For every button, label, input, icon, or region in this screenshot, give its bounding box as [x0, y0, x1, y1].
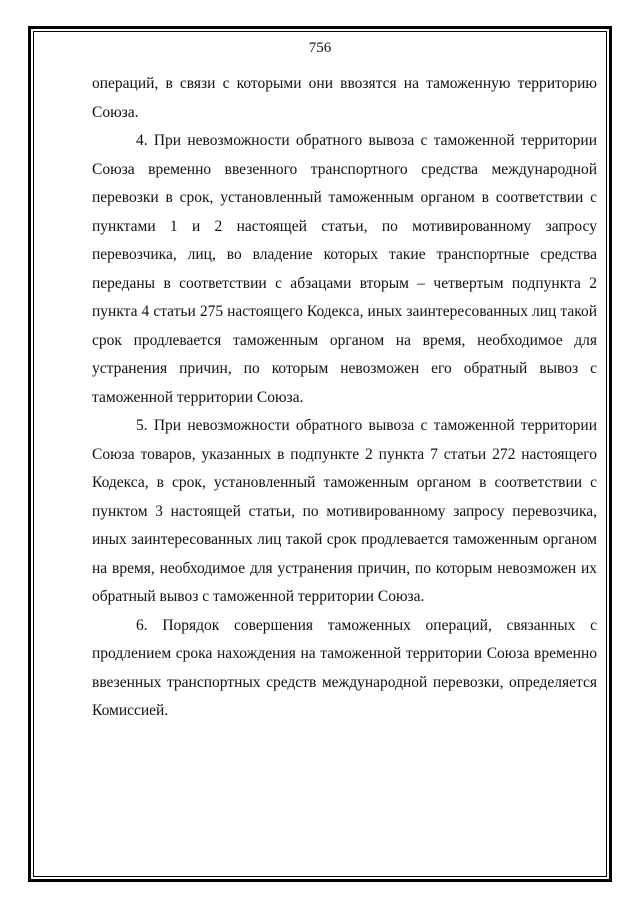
page-number: 756 — [308, 40, 332, 56]
paragraph-clause-6: 6. Порядок совершения таможенных операций, связанных с продлением срока нахождения на таможенной территории Союза временно ввезенных транспортных средств международной перевозки, определяется Комиссией. — [92, 616, 597, 719]
paragraph-continuation: операций, в связи с которыми они ввозятся на таможенную территорию Союза. — [92, 75, 597, 121]
document-body — [92, 70, 597, 726]
paragraph-clause-4: 4. При невозможности обратного вывоза с таможенной территории Союза временно ввезенного транспортного средства международной перевозки в срок, установленный таможенным органом в соответствии с пунктами 1 и 2 настоящей статьи, по мотивированному запросу перевозчика, лиц, во владение которых такие транспортные средства переданы в соответствии с абзацами вторым – четвертым подпункта 2 пункта 4 статьи 275 настоящего Кодекса, иных заинтересованных лиц такой срок продлевается таможенным органом на время, необходимое для устранения причин, по которым невозможен его обратный вывоз с таможенной территории Союза. — [92, 132, 597, 406]
paragraph-clause-5: 5. При невозможности обратного вывоза с таможенной территории Союза товаров, указанных в подпункте 2 пункта 7 статьи 272 настоящего Кодекса, в срок, установленный таможенным органом в соответствии с пунктом 3 настоящей статьи, по мотивированному запросу перевозчика, иных заинтересованных лиц такой срок продлевается таможенным органом на время, необходимое для устранения причин, по которым невозможен их обратный вывоз с таможенной территории Союза. — [92, 417, 597, 605]
